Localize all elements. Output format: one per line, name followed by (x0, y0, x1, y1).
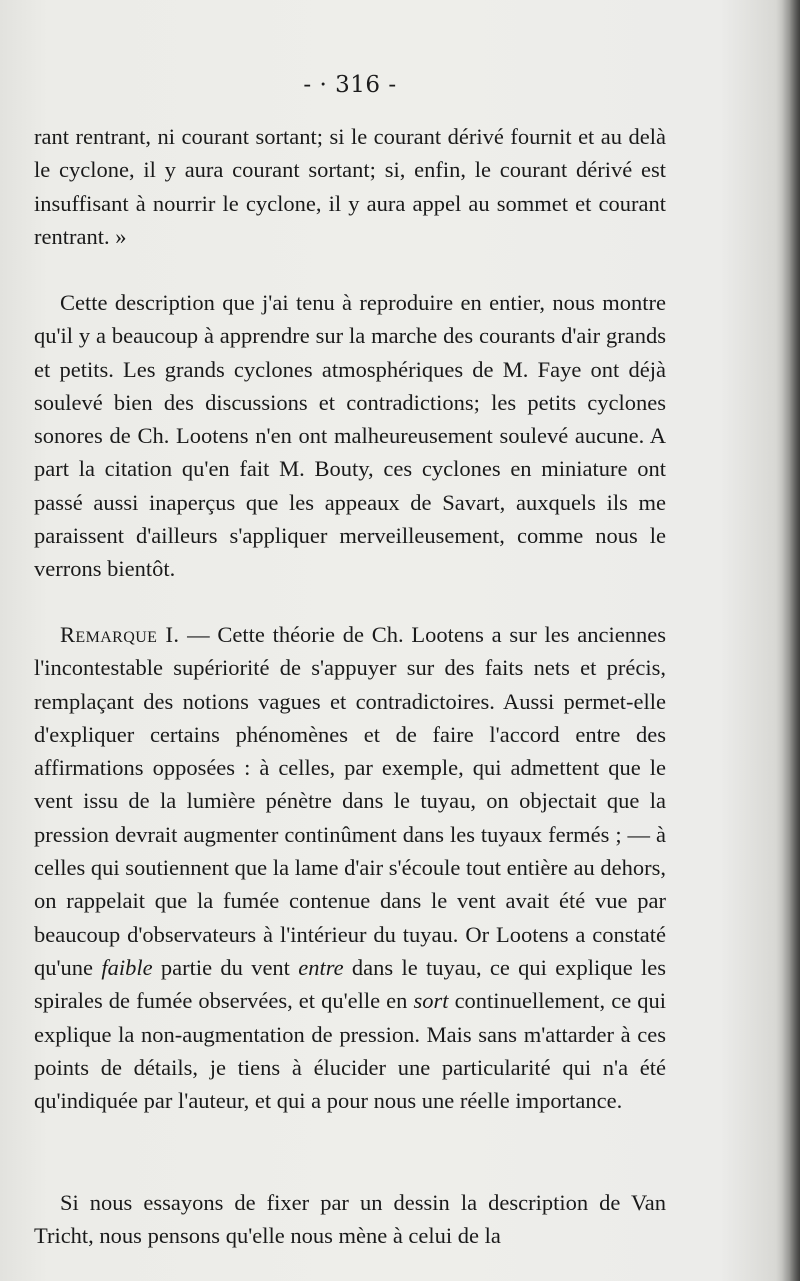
text-block-final (34, 1186, 666, 1253)
remarque-emphasis-faible: faible (101, 954, 153, 980)
remarque-text-2: partie du vent (152, 954, 299, 980)
text-block-continuation (34, 120, 666, 253)
text-block-description (34, 286, 666, 586)
remarque-text-1: — Cette théorie de Ch. Lootens a sur les anciennes l'incontestable supériorité de s'appuyer sur des faits nets et précis, remplaçant des notions vagues et contradictoires. Aussi permet-elle d'expliquer certains phénomènes et de faire l'accord entre des affirmations opposées : à celles, par exemple, qui admettent que le vent issu de la lumière pénètre dans le tuyau, on objectait que la pression devrait augmenter continûment dans les tuyaux fermés ; — à celles qui soutiennent que la lame d'air s'écoule tout entière au dehors, on rappelait que la fumée contenue dans le vent avait été vue par beaucoup d'observateurs à l'intérieur du tuyau. Or Lootens a constaté qu'une (34, 622, 666, 980)
page-edge-shadow (782, 0, 800, 1281)
paragraph-description: Cette description que j'ai tenu à reproduire en entier, nous montre qu'il y a beaucoup à apprendre sur la marche des courants d'air grands et petits. Les grands cyclones atmosphériques de M. Faye ont déjà soulevé bien des discussions et contradictions; les petits cyclones sonores de Ch. Lootens n'en ont malheureusement soulevé aucune. A part la citation qu'en fait M. Bouty, ces cyclones en miniature ont passé aussi inaperçus que les appeaux de Savart, auxquels ils me paraissent d'ailleurs s'appliquer merveilleusement, comme nous le verrons bientôt. (34, 290, 666, 582)
paragraph-final: Si nous essayons de fixer par un dessin la description de Van Tricht, nous pensons qu'elle nous mène à celui de la (34, 1190, 666, 1249)
remarque-emphasis-entre: entre (298, 954, 344, 980)
remarque-heading: Remarque I. (60, 622, 180, 647)
remarque-emphasis-sort: sort (413, 988, 449, 1014)
paragraph-continuation: rant rentrant, ni courant sortant; si le courant dérivé fournit et au delà le cyclone, il y aura courant sortant; si, enfin, le courant dérivé est insuffisant à nourrir le cyclone, il y aura appel au sommet et courant rentrant. » (34, 124, 666, 249)
remarque-text-4: continuellement, ce qui explique la non-augmentation de pression. Mais sans m'attarder à ces points de détails, je tiens à élucider une particularité qui n'a été qu'indiquée par l'auteur, et qui a pour nous une réelle importance. (34, 988, 666, 1114)
paragraph-remarque (34, 618, 666, 1117)
text-block-remarque (34, 618, 666, 1117)
page-number: - · 316 - (303, 72, 397, 98)
remarque-text-3: dans le tuyau, ce qui explique les spirales de fumée observées, et qu'elle en (34, 954, 666, 1014)
